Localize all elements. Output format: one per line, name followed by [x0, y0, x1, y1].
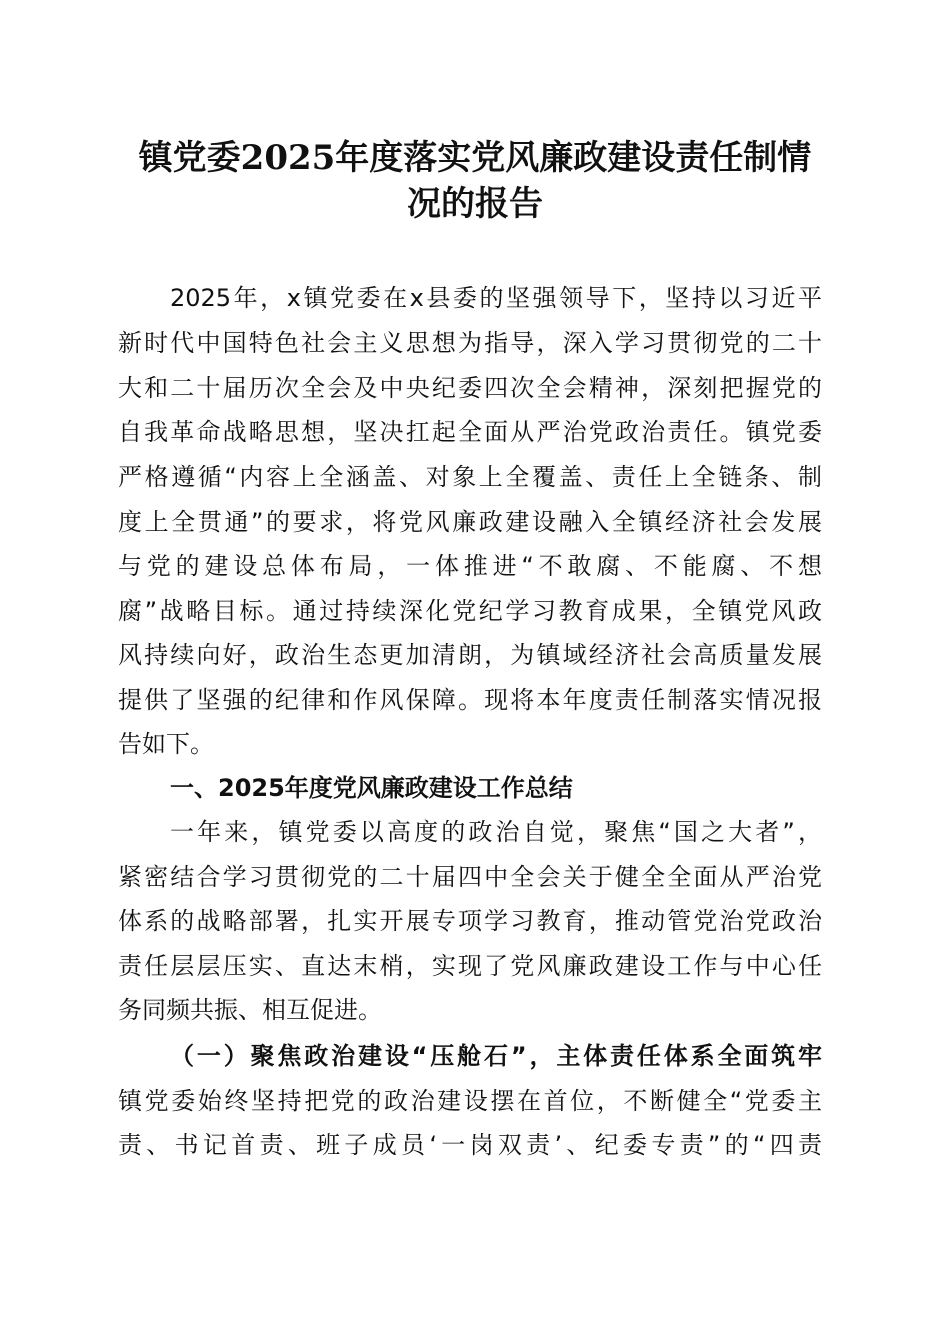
section-heading: 一、2025年度党风廉政建设工作总结	[170, 774, 573, 802]
paragraph-line: 与党的建设总体布局，一体推进“不敢腐、不能腐、不想	[118, 552, 822, 580]
paragraph-line: 提供了坚强的纪律和作风保障。现将本年度责任制落实情况报	[118, 686, 822, 714]
paragraph-line: 自我革命战略思想，坚决扛起全面从严治党政治责任。镇党委	[118, 418, 822, 446]
paragraph-line: 新时代中国特色社会主义思想为指导，深入学习贯彻党的二十	[118, 329, 822, 357]
document-title-line-2: 况的报告	[407, 184, 543, 224]
paragraph-line: 风持续向好，政治生态更加清朗，为镇域经济社会高质量发展	[118, 641, 822, 669]
paragraph-line: 严格遵循“内容上全涵盖、对象上全覆盖、责任上全链条、制	[118, 463, 822, 491]
paragraph-line: 大和二十届历次全会及中央纪委四次全会精神，深刻把握党的	[118, 374, 822, 402]
paragraph-line: 腐”战略目标。通过持续深化党纪学习教育成果，全镇党风政	[118, 597, 822, 625]
paragraph-line: 责、书记首责、班子成员‘一岗双责’、纪委专责”的“四责	[118, 1131, 822, 1159]
document-title-line-1: 镇党委2025年度落实党风廉政建设责任制情	[138, 138, 812, 178]
paragraph-line: 责任层层压实、直达末梢，实现了党风廉政建设工作与中心任	[118, 952, 822, 980]
paragraph-line: 务同频共振、相互促进。	[118, 996, 382, 1024]
subsection-heading: （一）聚焦政治建设“压舱石”，主体责任体系全面筑牢	[170, 1042, 822, 1070]
paragraph-line: 镇党委始终坚持把党的政治建设摆在首位，不断健全“党委主	[118, 1087, 822, 1115]
paragraph-line: 紧密结合学习贯彻党的二十届四中全会关于健全全面从严治党	[118, 863, 822, 891]
paragraph-line: 一年来，镇党委以高度的政治自觉，聚焦“国之大者”，	[170, 818, 822, 846]
paragraph-line: 2025年，x镇党委在x县委的坚强领导下，坚持以习近平	[170, 284, 822, 312]
paragraph-line: 告如下。	[118, 730, 214, 758]
paragraph-line: 度上全贯通”的要求，将党风廉政建设融入全镇经济社会发展	[118, 508, 822, 536]
paragraph-line: 体系的战略部署，扎实开展专项学习教育，推动管党治党政治	[118, 907, 822, 935]
